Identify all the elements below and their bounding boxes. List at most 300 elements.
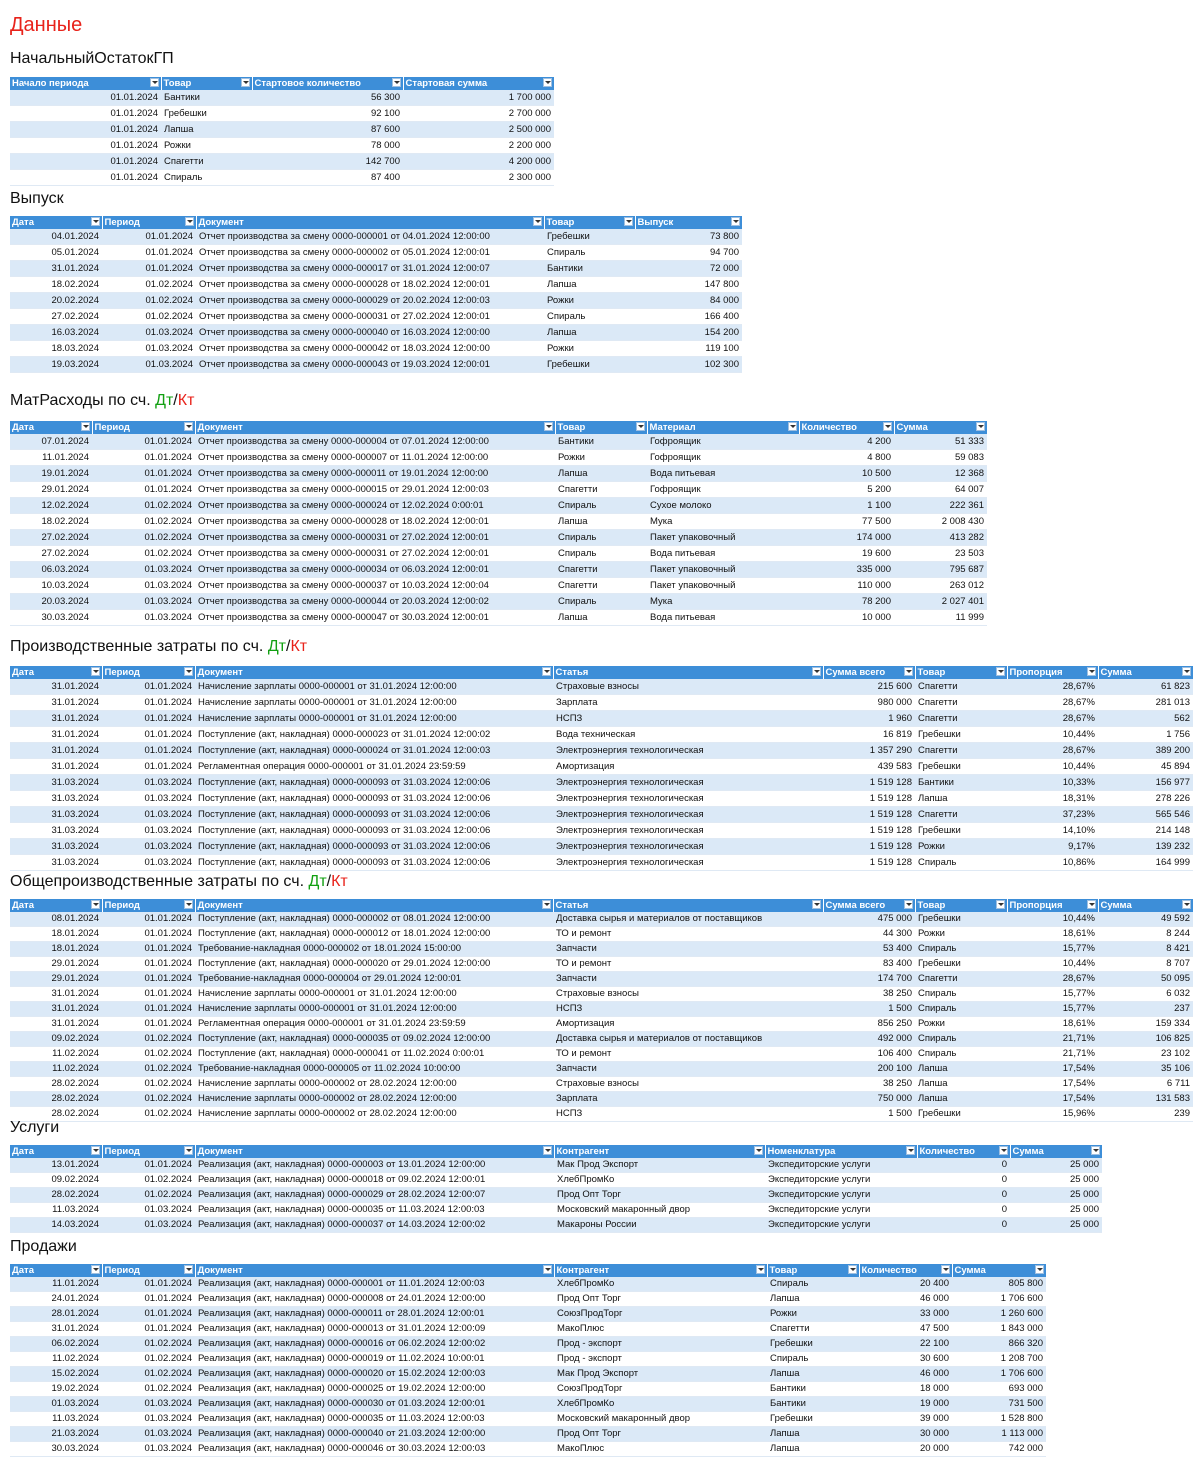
table-cell[interactable]: Начисление зарплаты 0000-000001 от 31.01.2024 12:00:00 xyxy=(195,1002,553,1017)
table-cell[interactable]: 1 100 xyxy=(799,498,894,514)
table-cell[interactable]: Лапша xyxy=(555,514,647,530)
table-cell[interactable]: 23 102 xyxy=(1098,1047,1193,1062)
table-cell[interactable]: 01.01.2024 xyxy=(92,434,195,450)
table-cell[interactable]: 18.01.2024 xyxy=(10,927,102,942)
table-cell[interactable]: Гребешки xyxy=(915,759,1007,775)
table-cell[interactable]: 31.03.2024 xyxy=(10,823,102,839)
table-cell[interactable]: 50 095 xyxy=(1098,972,1193,987)
table-cell[interactable]: Начисление зарплаты 0000-000001 от 31.01.2024 12:00:00 xyxy=(195,695,553,711)
table-cell[interactable]: Спагетти xyxy=(555,562,647,578)
table-cell[interactable]: Доставка сырья и материалов от поставщиков xyxy=(553,912,823,927)
table-cell[interactable]: Спагетти xyxy=(555,482,647,498)
table-cell[interactable]: 46 000 xyxy=(859,1292,952,1307)
filter-dropdown-icon[interactable] xyxy=(636,422,645,431)
table-cell[interactable]: Лапша xyxy=(767,1367,859,1382)
table-cell[interactable]: Рожки xyxy=(915,839,1007,855)
table-cell[interactable]: 19.02.2024 xyxy=(10,1382,102,1397)
table-cell[interactable]: 29.01.2024 xyxy=(10,957,102,972)
table-cell[interactable]: 83 400 xyxy=(823,957,915,972)
table-cell[interactable]: 01.03.2024 xyxy=(102,839,195,855)
table-cell[interactable]: 11.03.2024 xyxy=(10,1412,102,1427)
table-cell[interactable]: Отчет производства за смену 0000-000044 от 20.03.2024 12:00:02 xyxy=(195,594,555,610)
table-cell[interactable]: 72 000 xyxy=(635,261,742,277)
filter-dropdown-icon[interactable] xyxy=(1035,1265,1044,1274)
table-cell[interactable]: 31.01.2024 xyxy=(10,679,102,695)
table-cell[interactable]: Экспедиторские услуги xyxy=(765,1188,917,1203)
table-cell[interactable]: Спагетти xyxy=(915,695,1007,711)
table-cell[interactable]: Спираль xyxy=(767,1277,859,1292)
table-cell[interactable]: Страховые взносы xyxy=(553,987,823,1002)
table-cell[interactable]: 1 700 000 xyxy=(403,90,554,106)
table-cell[interactable]: 35 106 xyxy=(1098,1062,1193,1077)
table-cell[interactable]: Отчет производства за смену 0000-000001 от 04.01.2024 12:00:00 xyxy=(196,229,544,245)
column-header[interactable] xyxy=(765,1145,917,1158)
table-cell[interactable]: Отчет производства за смену 0000-000042 от 18.03.2024 12:00:00 xyxy=(196,341,544,357)
table-cell[interactable]: Лапша xyxy=(767,1427,859,1442)
table-cell[interactable]: 31.01.2024 xyxy=(10,743,102,759)
table-cell[interactable]: 25 000 xyxy=(1010,1188,1102,1203)
table-cell[interactable]: Амортизация xyxy=(553,759,823,775)
table-cell[interactable]: НСПЗ xyxy=(553,711,823,727)
table-cell[interactable]: 46 000 xyxy=(859,1367,952,1382)
table-cell[interactable]: Лапша xyxy=(544,325,635,341)
table-cell[interactable]: Гофроящик xyxy=(647,482,799,498)
table-cell[interactable]: 01.02.2024 xyxy=(102,1077,195,1092)
table-cell[interactable]: 12 368 xyxy=(894,466,987,482)
table-cell[interactable]: Отчет производства за смену 0000-000031 от 27.02.2024 12:00:01 xyxy=(196,309,544,325)
table-cell[interactable]: Начисление зарплаты 0000-000001 от 31.01.2024 12:00:00 xyxy=(195,679,553,695)
table-cell[interactable]: 1 500 xyxy=(823,1002,915,1017)
table-cell[interactable]: 139 232 xyxy=(1098,839,1193,855)
table-cell[interactable]: 01.01.2024 xyxy=(102,743,195,759)
table-cell[interactable]: 30.03.2024 xyxy=(10,610,92,626)
table-cell[interactable]: 1 260 600 xyxy=(952,1307,1046,1322)
table-cell[interactable]: 01.02.2024 xyxy=(102,1047,195,1062)
table-cell[interactable]: Реализация (акт, накладная) 0000-000030 от 01.03.2024 12:00:01 xyxy=(195,1397,554,1412)
table-cell[interactable]: МакоПлюс xyxy=(554,1322,767,1337)
table-cell[interactable]: 12.02.2024 xyxy=(10,498,92,514)
table-cell[interactable]: 11 999 xyxy=(894,610,987,626)
table-cell[interactable]: 78 200 xyxy=(799,594,894,610)
table-cell[interactable]: 335 000 xyxy=(799,562,894,578)
table-cell[interactable]: 01.01.2024 xyxy=(102,245,196,261)
table-cell[interactable]: 731 500 xyxy=(952,1397,1046,1412)
table-cell[interactable]: 01.02.2024 xyxy=(102,1173,195,1188)
table-cell[interactable]: ХлебПромКо xyxy=(554,1173,765,1188)
table-cell[interactable]: Вода питьевая xyxy=(647,466,799,482)
table-cell[interactable]: 8 244 xyxy=(1098,927,1193,942)
table-cell[interactable]: Спираль xyxy=(555,594,647,610)
table-cell[interactable]: 01.02.2024 xyxy=(102,1188,195,1203)
table-cell[interactable]: Мука xyxy=(647,594,799,610)
table-cell[interactable]: 106 825 xyxy=(1098,1032,1193,1047)
table-cell[interactable]: 20.02.2024 xyxy=(10,293,102,309)
table-cell[interactable]: 31.01.2024 xyxy=(10,727,102,743)
table-cell[interactable]: 01.02.2024 xyxy=(102,277,196,293)
table-cell[interactable]: 77 500 xyxy=(799,514,894,530)
column-header[interactable] xyxy=(555,421,647,434)
table-cell[interactable]: 562 xyxy=(1098,711,1193,727)
table-cell[interactable]: Реализация (акт, накладная) 0000-000019 от 11.02.2024 10:00:01 xyxy=(195,1352,554,1367)
table-cell[interactable]: 87 600 xyxy=(252,122,403,138)
table-cell[interactable]: 2 700 000 xyxy=(403,106,554,122)
table-cell[interactable]: 25 000 xyxy=(1010,1158,1102,1173)
table-cell[interactable]: 87 400 xyxy=(252,170,403,186)
table-cell[interactable]: СоюзПродТорг xyxy=(554,1307,767,1322)
table-cell[interactable]: 28.02.2024 xyxy=(10,1188,102,1203)
table-cell[interactable]: 01.03.2024 xyxy=(102,1427,195,1442)
filter-dropdown-icon[interactable] xyxy=(1087,667,1096,676)
table-cell[interactable]: 28,67% xyxy=(1007,743,1098,759)
table-cell[interactable]: 31.03.2024 xyxy=(10,855,102,871)
table-cell[interactable]: Гребешки xyxy=(767,1337,859,1352)
table-cell[interactable]: 18.03.2024 xyxy=(10,341,102,357)
table-cell[interactable]: 2 200 000 xyxy=(403,138,554,154)
table-cell[interactable]: 39 000 xyxy=(859,1412,952,1427)
table-cell[interactable]: СоюзПродТорг xyxy=(554,1382,767,1397)
table-cell[interactable]: Поступление (акт, накладная) 0000-000023 от 31.01.2024 12:00:02 xyxy=(195,727,553,743)
table-cell[interactable]: Лапша xyxy=(544,277,635,293)
table-cell[interactable]: 27.02.2024 xyxy=(10,546,92,562)
table-cell[interactable]: Гребешки xyxy=(915,727,1007,743)
table-cell[interactable]: Гребешки xyxy=(767,1412,859,1427)
table-cell[interactable]: 164 999 xyxy=(1098,855,1193,871)
column-header[interactable] xyxy=(195,1145,554,1158)
table-cell[interactable]: 19.03.2024 xyxy=(10,357,102,373)
table-cell[interactable]: 01.02.2024 xyxy=(102,1032,195,1047)
table-cell[interactable]: Зарплата xyxy=(553,1092,823,1107)
table-cell[interactable]: Отчет производства за смену 0000-000007 от 11.01.2024 12:00:00 xyxy=(195,450,555,466)
filter-dropdown-icon[interactable] xyxy=(1087,900,1096,909)
table-cell[interactable]: Бантики xyxy=(767,1382,859,1397)
column-header[interactable] xyxy=(10,666,102,679)
table-cell[interactable]: Требование-накладная 0000-000005 от 11.02.2024 10:00:00 xyxy=(195,1062,553,1077)
table-cell[interactable]: 15,77% xyxy=(1007,942,1098,957)
table-cell[interactable]: 01.01.2024 xyxy=(10,138,161,154)
table-cell[interactable]: Отчет производства за смену 0000-000043 от 19.03.2024 12:00:01 xyxy=(196,357,544,373)
table-cell[interactable]: 01.01.2024 xyxy=(102,759,195,775)
table-cell[interactable]: 73 800 xyxy=(635,229,742,245)
table-cell[interactable]: 27.02.2024 xyxy=(10,530,92,546)
table-cell[interactable]: 20.03.2024 xyxy=(10,594,92,610)
table-cell[interactable]: 01.03.2024 xyxy=(92,610,195,626)
table-cell[interactable]: 01.01.2024 xyxy=(10,90,161,106)
column-header[interactable] xyxy=(102,1145,195,1158)
table-cell[interactable]: Отчет производства за смену 0000-000024 от 12.02.2024 0:00:01 xyxy=(195,498,555,514)
table-cell[interactable]: 01.01.2024 xyxy=(102,679,195,695)
table-cell[interactable]: Реализация (акт, накладная) 0000-000020 от 15.02.2024 12:00:03 xyxy=(195,1367,554,1382)
table-cell[interactable]: Бантики xyxy=(161,90,252,106)
column-header[interactable] xyxy=(915,899,1007,912)
table-cell[interactable]: Рожки xyxy=(161,138,252,154)
table-cell[interactable]: Начисление зарплаты 0000-000002 от 28.02.2024 12:00:00 xyxy=(195,1092,553,1107)
table-cell[interactable]: 14.03.2024 xyxy=(10,1218,102,1233)
column-header[interactable] xyxy=(767,1264,859,1277)
column-header[interactable] xyxy=(10,77,161,90)
table-cell[interactable]: 01.01.2024 xyxy=(102,1017,195,1032)
table-cell[interactable]: Запчасти xyxy=(553,1062,823,1077)
table-cell[interactable]: НСПЗ xyxy=(553,1002,823,1017)
table-cell[interactable]: 49 592 xyxy=(1098,912,1193,927)
table-cell[interactable]: 01.03.2024 xyxy=(102,1442,195,1457)
table-cell[interactable]: 6 711 xyxy=(1098,1077,1193,1092)
table-cell[interactable]: 11.02.2024 xyxy=(10,1062,102,1077)
table-cell[interactable]: 119 100 xyxy=(635,341,742,357)
table-cell[interactable]: 214 148 xyxy=(1098,823,1193,839)
table-cell[interactable]: 01.01.2024 xyxy=(102,1292,195,1307)
filter-dropdown-icon[interactable] xyxy=(91,1146,100,1155)
table-cell[interactable]: 30.03.2024 xyxy=(10,1442,102,1457)
table-cell[interactable]: 25 000 xyxy=(1010,1218,1102,1233)
table-cell[interactable]: 1 519 128 xyxy=(823,839,915,855)
table-cell[interactable]: Пакет упаковочный xyxy=(647,530,799,546)
table-cell[interactable]: 09.02.2024 xyxy=(10,1032,102,1047)
table-cell[interactable]: 30 000 xyxy=(859,1427,952,1442)
table-cell[interactable]: 174 000 xyxy=(799,530,894,546)
filter-dropdown-icon[interactable] xyxy=(91,667,100,676)
table-cell[interactable]: 51 333 xyxy=(894,434,987,450)
table-cell[interactable]: Электроэнергия технологическая xyxy=(553,775,823,791)
filter-dropdown-icon[interactable] xyxy=(184,900,193,909)
table-cell[interactable]: Гребешки xyxy=(915,912,1007,927)
table-cell[interactable]: 21,71% xyxy=(1007,1047,1098,1062)
table-cell[interactable]: 01.03.2024 xyxy=(102,341,196,357)
table-cell[interactable]: 263 012 xyxy=(894,578,987,594)
table-cell[interactable]: Отчет производства за смену 0000-000004 от 07.01.2024 12:00:00 xyxy=(195,434,555,450)
filter-dropdown-icon[interactable] xyxy=(185,217,194,226)
table-cell[interactable]: 01.02.2024 xyxy=(102,1382,195,1397)
table-cell[interactable]: 6 032 xyxy=(1098,987,1193,1002)
table-cell[interactable]: 166 400 xyxy=(635,309,742,325)
table-cell[interactable]: Рожки xyxy=(915,927,1007,942)
table-cell[interactable]: 01.03.2024 xyxy=(92,562,195,578)
table-cell[interactable]: Спираль xyxy=(555,498,647,514)
table-cell[interactable]: Электроэнергия технологическая xyxy=(553,855,823,871)
table-cell[interactable]: 18,61% xyxy=(1007,1017,1098,1032)
table-cell[interactable]: 28,67% xyxy=(1007,695,1098,711)
table-cell[interactable]: Бантики xyxy=(555,434,647,450)
table-cell[interactable]: 01.03.2024 xyxy=(102,855,195,871)
filter-dropdown-icon[interactable] xyxy=(543,1146,552,1155)
table-cell[interactable]: Отчет производства за смену 0000-000034 от 06.03.2024 12:00:01 xyxy=(195,562,555,578)
table-cell[interactable]: 10,33% xyxy=(1007,775,1098,791)
table-cell[interactable]: Электроэнергия технологическая xyxy=(553,743,823,759)
table-cell[interactable]: 01.02.2024 xyxy=(102,1062,195,1077)
table-cell[interactable]: Экспедиторские услуги xyxy=(765,1158,917,1173)
table-cell[interactable]: 44 300 xyxy=(823,927,915,942)
table-cell[interactable]: 8 421 xyxy=(1098,942,1193,957)
table-cell[interactable]: 1 528 800 xyxy=(952,1412,1046,1427)
column-header[interactable] xyxy=(553,666,823,679)
table-cell[interactable]: Спагетти xyxy=(915,807,1007,823)
table-cell[interactable]: 94 700 xyxy=(635,245,742,261)
table-cell[interactable]: Лапша xyxy=(555,466,647,482)
column-header[interactable] xyxy=(196,216,544,229)
table-cell[interactable]: Гребешки xyxy=(161,106,252,122)
filter-dropdown-icon[interactable] xyxy=(544,422,553,431)
table-cell[interactable]: Рожки xyxy=(544,341,635,357)
table-cell[interactable]: 281 013 xyxy=(1098,695,1193,711)
table-cell[interactable]: 01.01.2024 xyxy=(102,711,195,727)
table-cell[interactable]: Отчет производства за смену 0000-000002 от 05.01.2024 12:00:01 xyxy=(196,245,544,261)
table-cell[interactable]: 10,44% xyxy=(1007,912,1098,927)
table-cell[interactable]: 0 xyxy=(917,1218,1010,1233)
table-cell[interactable]: Поступление (акт, накладная) 0000-000012 от 18.01.2024 12:00:00 xyxy=(195,927,553,942)
table-cell[interactable]: Отчет производства за смену 0000-000031 от 27.02.2024 12:00:01 xyxy=(195,546,555,562)
table-cell[interactable]: Московский макаронный двор xyxy=(554,1203,765,1218)
table-cell[interactable]: Электроэнергия технологическая xyxy=(553,823,823,839)
table-cell[interactable]: 01.01.2024 xyxy=(92,450,195,466)
table-cell[interactable]: Пакет упаковочный xyxy=(647,562,799,578)
table-cell[interactable]: 805 800 xyxy=(952,1277,1046,1292)
filter-dropdown-icon[interactable] xyxy=(543,1265,552,1274)
table-cell[interactable]: Спираль xyxy=(767,1352,859,1367)
table-cell[interactable]: 01.01.2024 xyxy=(102,1322,195,1337)
table-cell[interactable]: 154 200 xyxy=(635,325,742,341)
table-cell[interactable]: 159 334 xyxy=(1098,1017,1193,1032)
table-cell[interactable]: 0 xyxy=(917,1158,1010,1173)
table-cell[interactable]: Отчет производства за смену 0000-000017 от 31.01.2024 12:00:07 xyxy=(196,261,544,277)
table-cell[interactable]: Рожки xyxy=(544,293,635,309)
table-cell[interactable]: 237 xyxy=(1098,1002,1193,1017)
table-cell[interactable]: 20 000 xyxy=(859,1442,952,1457)
table-cell[interactable]: 174 700 xyxy=(823,972,915,987)
table-cell[interactable]: Спираль xyxy=(915,942,1007,957)
table-cell[interactable]: Лапша xyxy=(555,610,647,626)
column-header[interactable] xyxy=(403,77,554,90)
table-cell[interactable]: 01.01.2024 xyxy=(102,229,196,245)
table-cell[interactable]: 23 503 xyxy=(894,546,987,562)
table-cell[interactable]: Отчет производства за смену 0000-000015 от 29.01.2024 12:00:03 xyxy=(195,482,555,498)
filter-dropdown-icon[interactable] xyxy=(996,667,1005,676)
table-cell[interactable]: МакоПлюс xyxy=(554,1442,767,1457)
table-cell[interactable]: ХлебПромКо xyxy=(554,1277,767,1292)
table-cell[interactable]: Спагетти xyxy=(555,578,647,594)
filter-dropdown-icon[interactable] xyxy=(812,667,821,676)
table-cell[interactable]: Спагетти xyxy=(915,743,1007,759)
table-cell[interactable]: 131 583 xyxy=(1098,1092,1193,1107)
table-cell[interactable]: 01.03.2024 xyxy=(102,1412,195,1427)
table-cell[interactable]: 2 008 430 xyxy=(894,514,987,530)
column-header[interactable] xyxy=(917,1145,1010,1158)
filter-dropdown-icon[interactable] xyxy=(624,217,633,226)
table-cell[interactable]: 980 000 xyxy=(823,695,915,711)
table-cell[interactable]: 10,44% xyxy=(1007,957,1098,972)
table-cell[interactable]: Пакет упаковочный xyxy=(647,578,799,594)
filter-dropdown-icon[interactable] xyxy=(904,667,913,676)
table-cell[interactable]: Спагетти xyxy=(161,154,252,170)
filter-dropdown-icon[interactable] xyxy=(533,217,542,226)
table-cell[interactable]: 15.02.2024 xyxy=(10,1367,102,1382)
table-cell[interactable]: Вода техническая xyxy=(553,727,823,743)
column-header[interactable] xyxy=(195,666,553,679)
table-cell[interactable]: Бантики xyxy=(544,261,635,277)
table-cell[interactable]: 2 500 000 xyxy=(403,122,554,138)
table-cell[interactable]: НСПЗ xyxy=(553,1107,823,1122)
table-cell[interactable]: 1 519 128 xyxy=(823,855,915,871)
column-header[interactable] xyxy=(102,216,196,229)
table-cell[interactable]: 92 100 xyxy=(252,106,403,122)
table-cell[interactable]: 45 894 xyxy=(1098,759,1193,775)
table-cell[interactable]: Реализация (акт, накладная) 0000-000018 от 09.02.2024 12:00:01 xyxy=(195,1173,554,1188)
table-cell[interactable]: 78 000 xyxy=(252,138,403,154)
filter-dropdown-icon[interactable] xyxy=(184,1146,193,1155)
table-cell[interactable]: 01.01.2024 xyxy=(10,106,161,122)
table-cell[interactable]: 17,54% xyxy=(1007,1062,1098,1077)
table-cell[interactable]: Вода питьевая xyxy=(647,546,799,562)
table-cell[interactable]: 19 000 xyxy=(859,1397,952,1412)
table-cell[interactable]: Гребешки xyxy=(544,229,635,245)
table-cell[interactable]: 1 706 600 xyxy=(952,1367,1046,1382)
column-header[interactable] xyxy=(102,666,195,679)
table-cell[interactable]: Запчасти xyxy=(553,972,823,987)
table-cell[interactable]: Спираль xyxy=(161,170,252,186)
table-cell[interactable]: Спираль xyxy=(544,245,635,261)
table-cell[interactable]: Гофроящик xyxy=(647,450,799,466)
table-cell[interactable]: 31.01.2024 xyxy=(10,759,102,775)
table-cell[interactable]: 01.01.2024 xyxy=(102,1307,195,1322)
filter-dropdown-icon[interactable] xyxy=(754,1146,763,1155)
table-cell[interactable]: Гофроящик xyxy=(647,434,799,450)
table-cell[interactable]: 61 823 xyxy=(1098,679,1193,695)
column-header[interactable] xyxy=(554,1145,765,1158)
table-cell[interactable]: 18 000 xyxy=(859,1382,952,1397)
table-cell[interactable]: 102 300 xyxy=(635,357,742,373)
table-cell[interactable]: 742 000 xyxy=(952,1442,1046,1457)
table-cell[interactable]: 856 250 xyxy=(823,1017,915,1032)
table-cell[interactable]: Спираль xyxy=(915,855,1007,871)
table-cell[interactable]: Прод Опт Торг xyxy=(554,1292,767,1307)
table-cell[interactable]: 28,67% xyxy=(1007,711,1098,727)
table-cell[interactable]: 389 200 xyxy=(1098,743,1193,759)
table-cell[interactable]: Спагетти xyxy=(915,972,1007,987)
table-cell[interactable]: 2 027 401 xyxy=(894,594,987,610)
table-cell[interactable]: Требование-накладная 0000-000002 от 18.01.2024 15:00:00 xyxy=(195,942,553,957)
table-cell[interactable]: ТО и ремонт xyxy=(553,957,823,972)
column-header[interactable] xyxy=(915,666,1007,679)
table-cell[interactable]: 01.02.2024 xyxy=(102,1337,195,1352)
table-cell[interactable]: 142 700 xyxy=(252,154,403,170)
table-cell[interactable]: 866 320 xyxy=(952,1337,1046,1352)
table-cell[interactable]: 01.01.2024 xyxy=(102,942,195,957)
column-header[interactable] xyxy=(102,1264,195,1277)
table-cell[interactable]: Отчет производства за смену 0000-000028 от 18.02.2024 12:00:01 xyxy=(196,277,544,293)
table-cell[interactable]: 01.03.2024 xyxy=(102,1203,195,1218)
column-header[interactable] xyxy=(823,666,915,679)
table-cell[interactable]: 27.02.2024 xyxy=(10,309,102,325)
table-cell[interactable]: 19.01.2024 xyxy=(10,466,92,482)
table-cell[interactable]: Мука xyxy=(647,514,799,530)
table-cell[interactable]: Реализация (акт, накладная) 0000-000046 от 30.03.2024 12:00:03 xyxy=(195,1442,554,1457)
table-cell[interactable]: Гребешки xyxy=(915,957,1007,972)
table-cell[interactable]: Зарплата xyxy=(553,695,823,711)
table-cell[interactable]: Рожки xyxy=(915,1017,1007,1032)
filter-dropdown-icon[interactable] xyxy=(150,78,159,87)
table-cell[interactable]: 215 600 xyxy=(823,679,915,695)
table-cell[interactable]: Регламентная операция 0000-000001 от 31.01.2024 23:59:59 xyxy=(195,759,553,775)
table-cell[interactable]: Реализация (акт, накладная) 0000-000025 от 19.02.2024 12:00:00 xyxy=(195,1382,554,1397)
table-cell[interactable]: 31.03.2024 xyxy=(10,775,102,791)
table-cell[interactable]: Макароны России xyxy=(554,1218,765,1233)
table-cell[interactable]: Электроэнергия технологическая xyxy=(553,807,823,823)
table-cell[interactable]: 01.03.2024 xyxy=(102,325,196,341)
table-cell[interactable]: 01.03.2024 xyxy=(92,594,195,610)
table-cell[interactable]: 01.03.2024 xyxy=(10,1397,102,1412)
table-cell[interactable]: 29.01.2024 xyxy=(10,482,92,498)
table-cell[interactable]: Поступление (акт, накладная) 0000-000093 от 31.03.2024 12:00:06 xyxy=(195,791,553,807)
table-cell[interactable]: 1 960 xyxy=(823,711,915,727)
table-cell[interactable]: 439 583 xyxy=(823,759,915,775)
